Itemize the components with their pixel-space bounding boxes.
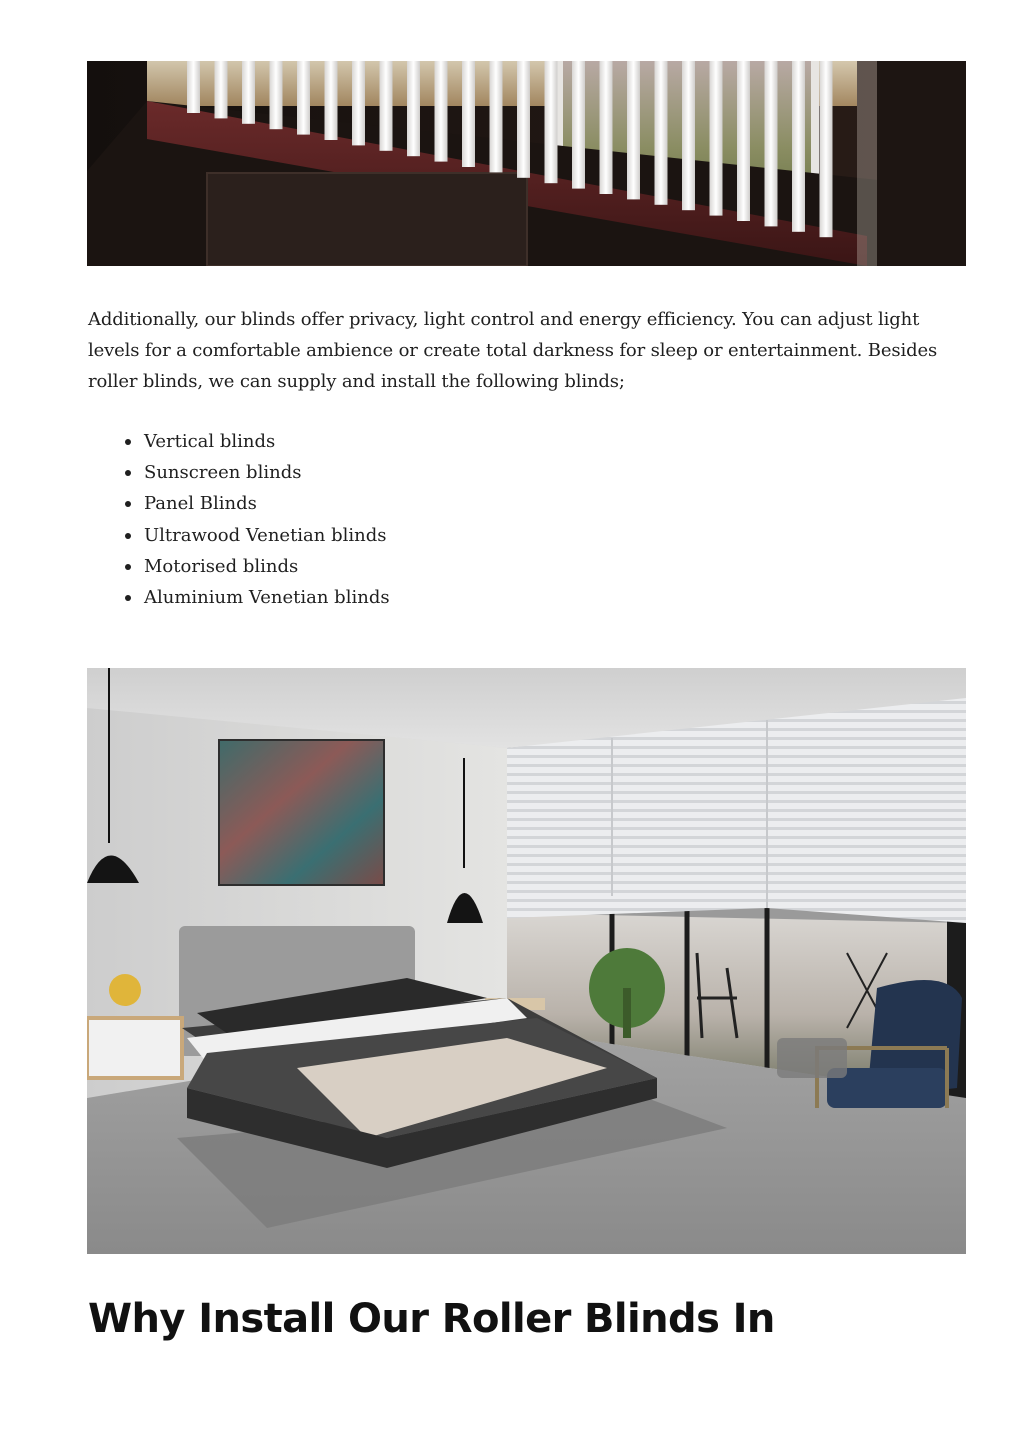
section-heading: Why Install Our Roller Blinds In: [88, 1296, 775, 1342]
list-item: Ultrawood Venetian blinds: [144, 520, 390, 551]
blind-slat: [737, 61, 750, 221]
list-item: Aluminium Venetian blinds: [144, 582, 390, 613]
blind-slat: [600, 61, 613, 194]
blind-slat: [820, 61, 833, 237]
blind-slat: [490, 61, 503, 172]
blind-slat: [325, 61, 338, 140]
intro-paragraph: Additionally, our blinds offer privacy, light control and energy efficiency. You can adjust light levels for a comfortable ambience or create total darkness for sleep or entertainment. Besides roller blinds, we can supply and install the following blinds;: [88, 309, 938, 392]
blind-slat: [407, 61, 420, 156]
vertical-blinds-photo: [87, 61, 966, 266]
blind-slat: [242, 61, 255, 124]
list-item: Vertical blinds: [144, 426, 390, 457]
list-item: Motorised blinds: [144, 551, 390, 582]
blind-slat: [215, 61, 228, 118]
blind-slat: [710, 61, 723, 216]
list-item: Sunscreen blinds: [144, 457, 390, 488]
blind-slat: [792, 61, 805, 232]
vertical-blinds-illustration: [87, 61, 966, 266]
blind-slat: [187, 61, 200, 113]
blind-slat: [380, 61, 393, 151]
blind-slat: [655, 61, 668, 205]
blind-slat: [572, 61, 585, 189]
blind-slat: [462, 61, 475, 167]
bedroom-illustration: [87, 668, 966, 1254]
blind-slat: [435, 61, 448, 162]
blind-slat: [545, 61, 558, 183]
list-item: Panel Blinds: [144, 488, 390, 519]
blind-slat: [297, 61, 310, 135]
blind-slat: [517, 61, 530, 178]
blind-slat: [352, 61, 365, 145]
blind-slat: [765, 61, 778, 226]
blind-slat: [682, 61, 695, 210]
blind-types-list: [88, 426, 390, 613]
blind-slat: [270, 61, 283, 129]
bedroom-roller-blinds-photo: [87, 668, 966, 1254]
blind-slat: [627, 61, 640, 199]
